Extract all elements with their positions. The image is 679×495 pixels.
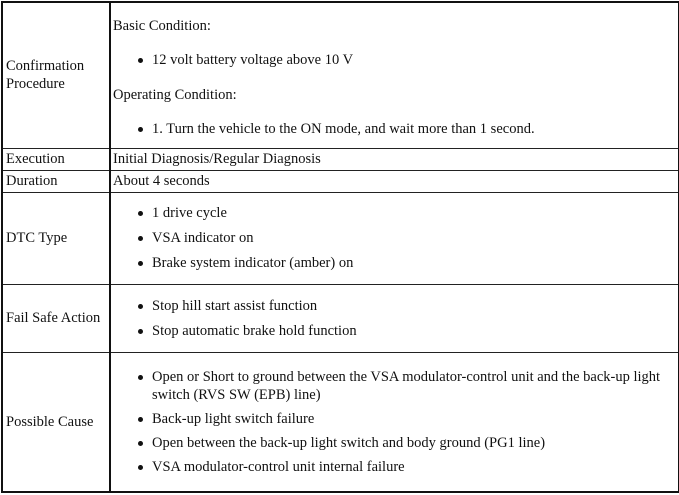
dtc-type-content bbox=[110, 192, 679, 284]
bullet-icon bbox=[138, 465, 143, 470]
list-item bbox=[113, 368, 678, 404]
operating-condition-list bbox=[113, 120, 678, 138]
list-item bbox=[113, 434, 678, 452]
list-item bbox=[113, 229, 678, 247]
operating-condition-heading: Operating Condition: bbox=[113, 87, 237, 104]
list-item-text: 1 drive cycle bbox=[152, 205, 227, 221]
list-item-text: Back-up light switch failure bbox=[152, 410, 315, 427]
execution-value: Initial Diagnosis/Regular Diagnosis bbox=[110, 148, 679, 170]
list-item-text: Open between the back-up light switch and body ground (PG1 line) bbox=[152, 434, 546, 451]
list-item bbox=[113, 410, 678, 428]
fail-safe-action-list bbox=[113, 297, 678, 340]
list-item-text: Stop automatic brake hold function bbox=[152, 322, 357, 339]
possible-cause-list bbox=[113, 368, 678, 476]
confirmation-procedure-content bbox=[110, 2, 679, 148]
bullet-icon bbox=[138, 127, 143, 132]
bullet-icon bbox=[138, 441, 143, 446]
bullet-icon bbox=[138, 236, 143, 241]
list-item-text: Stop hill start assist function bbox=[152, 297, 318, 314]
possible-cause-label: Possible Cause bbox=[2, 352, 110, 492]
list-item bbox=[113, 204, 678, 222]
list-item-text: Open or Short to ground between the VSA modulator-control unit and the back-up light switch (RVS SW (EPB) line) bbox=[152, 368, 661, 403]
list-item-text: VSA modulator-control unit internal failure bbox=[152, 458, 405, 475]
bullet-icon bbox=[138, 261, 143, 266]
bullet-icon bbox=[138, 417, 143, 422]
list-item bbox=[113, 297, 678, 315]
dtc-type-list bbox=[113, 204, 678, 272]
execution-label: Execution bbox=[2, 148, 110, 170]
list-item bbox=[113, 120, 678, 138]
list-item bbox=[113, 458, 678, 476]
row-duration bbox=[2, 170, 679, 192]
row-dtc-type bbox=[2, 192, 679, 284]
bullet-icon bbox=[138, 211, 143, 216]
basic-condition-list bbox=[113, 51, 678, 69]
confirmation-procedure-label: Confirmation Procedure bbox=[2, 2, 110, 148]
list-item-text: 1. Turn the vehicle to the ON mode, and wait more than 1 second. bbox=[152, 121, 535, 138]
row-execution bbox=[2, 148, 679, 170]
row-possible-cause bbox=[2, 352, 679, 492]
list-item bbox=[113, 51, 678, 69]
basic-condition-heading: Basic Condition: bbox=[113, 18, 211, 35]
diagnostic-spec-table bbox=[1, 1, 679, 493]
list-item-text: Brake system indicator (amber) on bbox=[152, 255, 354, 271]
list-item-text: VSA indicator on bbox=[152, 230, 254, 246]
bullet-icon bbox=[138, 375, 143, 380]
bullet-icon bbox=[138, 304, 143, 309]
bullet-icon bbox=[138, 58, 143, 63]
dtc-type-label: DTC Type bbox=[2, 192, 110, 284]
row-fail-safe-action bbox=[2, 284, 679, 352]
fail-safe-action-label: Fail Safe Action bbox=[2, 284, 110, 352]
possible-cause-content bbox=[110, 352, 679, 492]
bullet-icon bbox=[138, 329, 143, 334]
duration-label: Duration bbox=[2, 170, 110, 192]
list-item-text: 12 volt battery voltage above 10 V bbox=[152, 52, 354, 69]
fail-safe-action-content bbox=[110, 284, 679, 352]
row-confirmation-procedure bbox=[2, 2, 679, 148]
list-item bbox=[113, 254, 678, 272]
duration-value: About 4 seconds bbox=[110, 170, 679, 192]
list-item bbox=[113, 322, 678, 340]
